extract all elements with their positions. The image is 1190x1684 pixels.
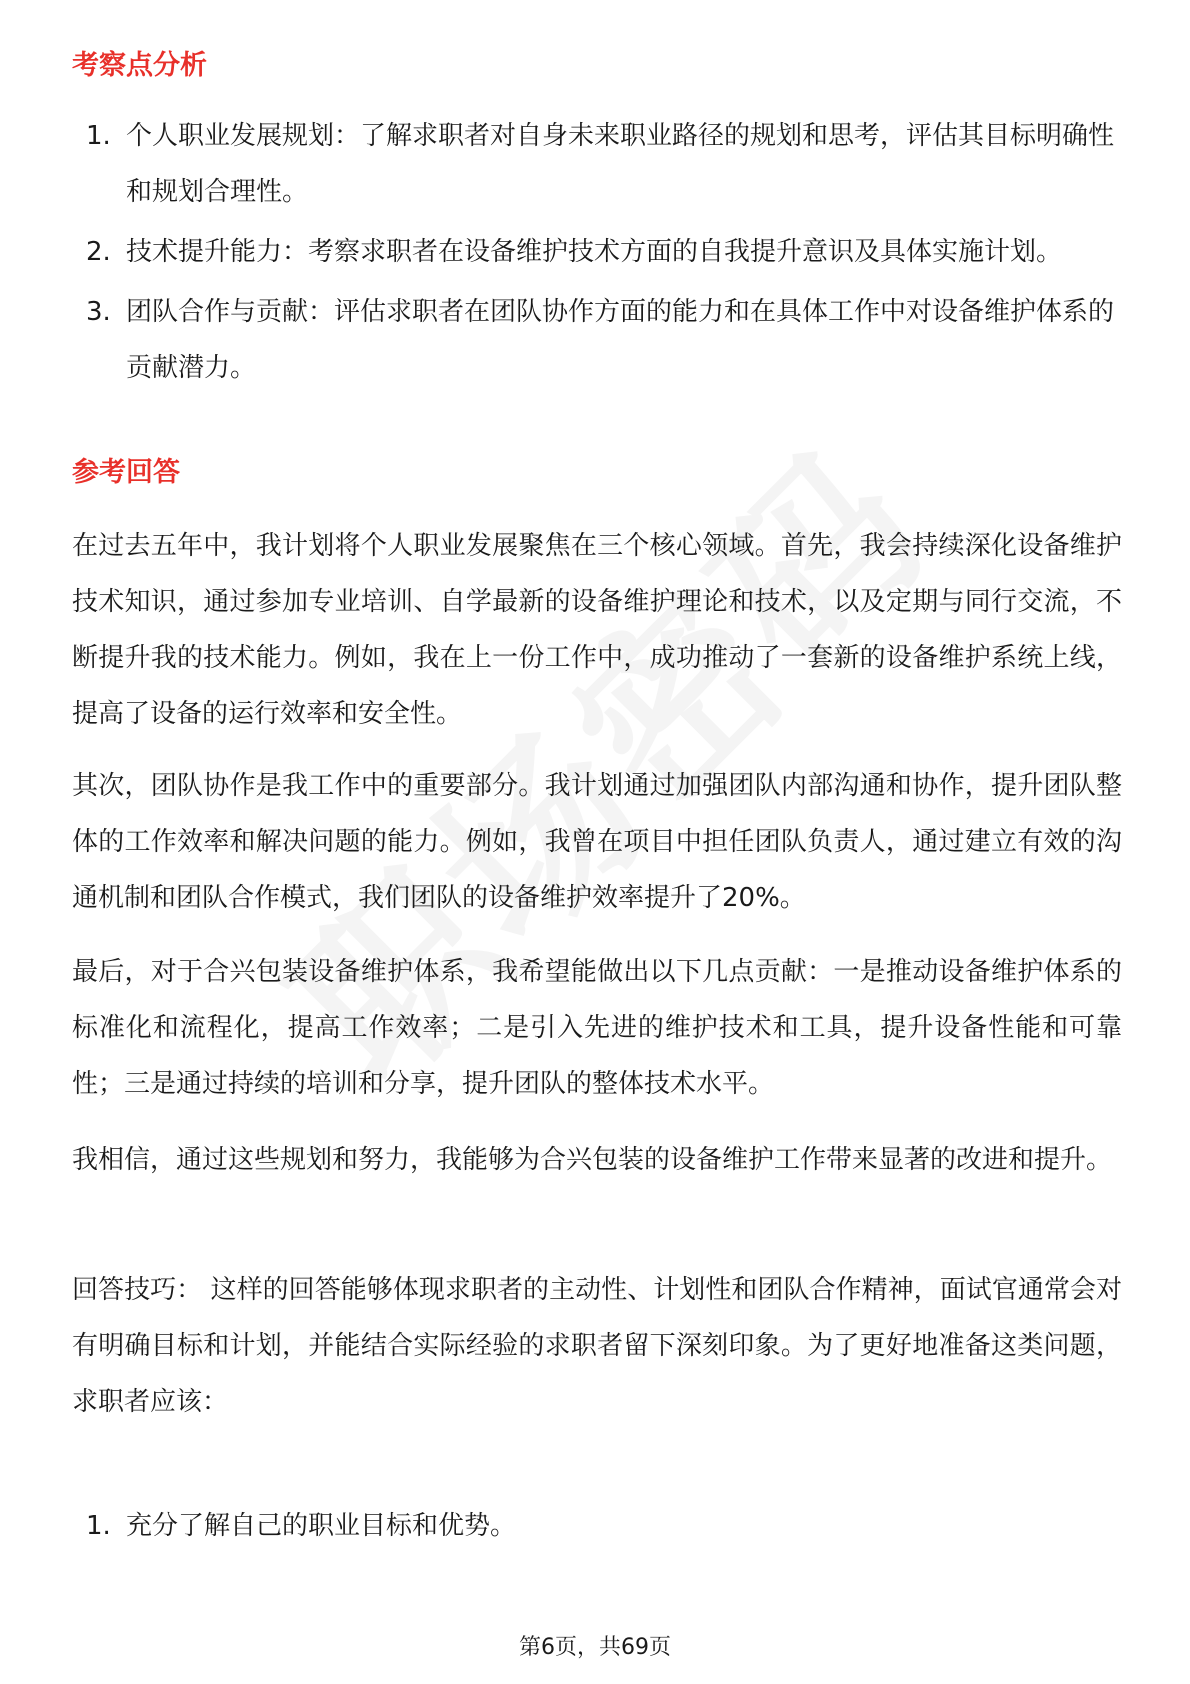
tips-list	[72, 1498, 1122, 1558]
list-item-text: 个人职业发展规划：了解求职者对自身未来职业路径的规划和思考，评估其目标明确性和规划合理性。	[126, 121, 1115, 207]
section-title-analysis: 考察点分析	[72, 50, 207, 81]
list-item	[72, 1498, 1122, 1554]
analysis-list	[72, 108, 1122, 400]
answer-paragraph: 我相信，通过这些规划和努力，我能够为合兴包装的设备维护工作带来显著的改进和提升。	[72, 1145, 1113, 1175]
list-item-text: 团队合作与贡献：评估求职者在团队协作方面的能力和在具体工作中对设备维护体系的贡献潜力。	[126, 297, 1115, 383]
answer-paragraph: 在过去五年中，我计划将个人职业发展聚焦在三个核心领域。首先，我会持续深化设备维护技术知识，通过参加专业培训、自学最新的设备维护理论和技术，以及定期与同行交流，不断提升我的技术能力。例如，我在上一份工作中，成功推动了一套新的设备维护系统上线，提高了设备的运行效率和安全性。	[72, 531, 1122, 729]
list-item	[72, 284, 1122, 396]
answer-tips-paragraph: 回答技巧： 这样的回答能够体现求职者的主动性、计划性和团队合作精神，面试官通常会对有明确目标和计划，并能结合实际经验的求职者留下深刻印象。为了更好地准备这类问题，求职者应该：	[72, 1275, 1122, 1417]
page-footer: 第6页，共69页	[519, 1635, 671, 1660]
list-item-text: 充分了解自己的职业目标和优势。	[126, 1511, 517, 1541]
list-item-number: 1.	[86, 121, 111, 151]
list-item-number: 1.	[86, 1511, 111, 1541]
list-item	[72, 108, 1122, 220]
list-item-text: 技术提升能力：考察求职者在设备维护技术方面的自我提升意识及具体实施计划。	[126, 237, 1063, 267]
section-title-answer: 参考回答	[72, 457, 180, 488]
list-item-number: 2.	[86, 237, 111, 267]
answer-paragraph: 其次，团队协作是我工作中的重要部分。我计划通过加强团队内部沟通和协作，提升团队整体的工作效率和解决问题的能力。例如，我曾在项目中担任团队负责人，通过建立有效的沟通机制和团队合作模式，我们团队的设备维护效率提升了20%。	[72, 771, 1122, 913]
list-item-number: 3.	[86, 297, 111, 327]
list-item	[72, 224, 1122, 280]
answer-paragraph: 最后，对于合兴包装设备维护体系，我希望能做出以下几点贡献：一是推动设备维护体系的标准化和流程化，提高工作效率；二是引入先进的维护技术和工具，提升设备性能和可靠性；三是通过持续的培训和分享，提升团队的整体技术水平。	[72, 957, 1122, 1099]
